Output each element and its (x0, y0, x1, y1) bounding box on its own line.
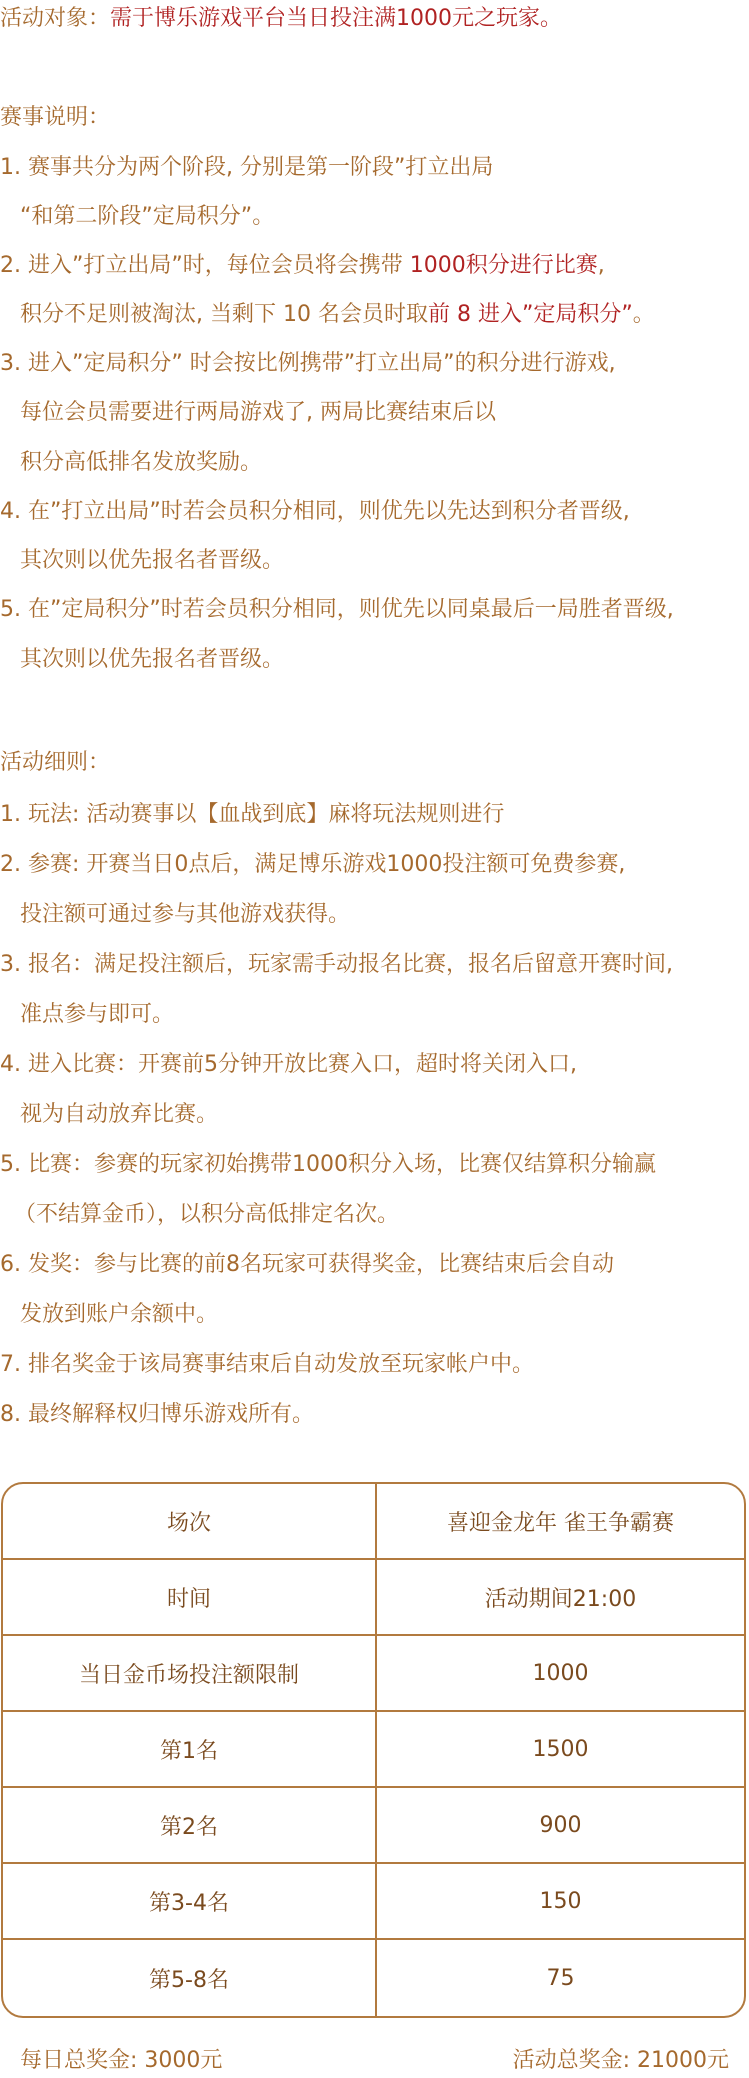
table-cell: 当日金币场投注额限制 (3, 1636, 377, 1710)
rule-text: 2. 进入”打立出局”时，每位会员将会携带 (0, 253, 410, 278)
table-cell: 喜迎金龙年 雀王争霸赛 (447, 1510, 674, 1536)
rule-line-10: 5. 在”定局积分”时若会员积分相同，则优先以同桌最后一局胜者晋级, (0, 597, 674, 622)
detail-line-1: 1. 玩法: 活动赛事以【血战到底】麻将玩法规则进行 (0, 802, 505, 827)
rule-line-7: 积分高低排名发放奖励。 (20, 450, 263, 475)
detail-line-9: （不结算金币），以积分高低排定名次。 (14, 1202, 400, 1227)
table-row (3, 1712, 744, 1788)
rule-line-6: 每位会员需要进行两局游戏了, 两局比赛结束后以 (20, 400, 496, 425)
target-line (0, 4, 562, 34)
detail-line-4: 3. 报名：满足投注额后，玩家需手动报名比赛，报名后留意开赛时间, (0, 952, 673, 977)
event-prize-total: 活动总奖金: 21000元 (512, 2048, 729, 2073)
target-label: 活动对象： (0, 6, 111, 31)
detail-line-3: 投注额可通过参与其他游戏获得。 (20, 902, 351, 927)
table-row (3, 1484, 744, 1560)
rule-highlight: 前 8 进入”定局积分” (427, 302, 633, 327)
detail-line-5: 准点参与即可。 (20, 1002, 175, 1027)
table-cell: 活动期间21:00 (484, 1586, 637, 1612)
table-cell: 75 (546, 1965, 575, 1991)
rule-line-8: 4. 在”打立出局”时若会员积分相同，则优先以先达到积分者晋级, (0, 499, 630, 524)
table-cell: 时间 (3, 1560, 377, 1634)
table-cell: 场次 (3, 1484, 377, 1558)
detail-line-11: 发放到账户余额中。 (20, 1302, 219, 1327)
details-title: 活动细则： (0, 750, 111, 775)
table-cell: 第1名 (3, 1712, 377, 1786)
detail-line-13: 8. 最终解释权归博乐游戏所有。 (0, 1402, 314, 1427)
detail-line-10: 6. 发奖：参与比赛的前8名玩家可获得奖金，比赛结束后会自动 (0, 1252, 614, 1277)
target-value: 需于博乐游戏平台当日投注满1000元之玩家。 (110, 6, 563, 31)
table-cell: 900 (539, 1812, 582, 1838)
rule-line-11: 其次则以优先报名者晋级。 (20, 647, 285, 672)
table-cell: 1000 (532, 1660, 589, 1686)
table-row (3, 1636, 744, 1712)
rule-line-3 (0, 251, 605, 281)
table-row (3, 1788, 744, 1864)
detail-line-7: 视为自动放弃比赛。 (20, 1102, 219, 1127)
rule-line-5: 3. 进入”定局积分” 时会按比例携带”打立出局”的积分进行游戏, (0, 351, 616, 376)
detail-line-2: 2. 参赛: 开赛当日0点后，满足博乐游戏1000投注额可免费参赛, (0, 852, 626, 877)
rule-line-9: 其次则以优先报名者晋级。 (20, 548, 285, 573)
table-cell: 1500 (532, 1736, 589, 1762)
table-row (3, 1864, 744, 1940)
table-row (3, 1940, 744, 2016)
rule-highlight: 1000积分进行比赛 (409, 253, 598, 278)
rule-text: 积分不足则被淘汰, 当剩下 10 名会员时取 (20, 302, 428, 327)
detail-line-12: 7. 排名奖金于该局赛事结束后自动发放至玩家帐户中。 (0, 1352, 534, 1377)
table-cell: 150 (539, 1888, 582, 1914)
table-cell: 第2名 (3, 1788, 377, 1862)
prize-table (1, 1482, 746, 2018)
rule-text: , (597, 253, 605, 278)
table-cell: 第5-8名 (3, 1940, 377, 2016)
detail-line-6: 4. 进入比赛：开赛前5分钟开放比赛入口，超时将关闭入口, (0, 1052, 577, 1077)
daily-prize-total: 每日总奖金: 3000元 (20, 2048, 223, 2073)
rules-title: 赛事说明： (0, 105, 111, 130)
detail-line-8: 5. 比赛：参赛的玩家初始携带1000积分入场，比赛仅结算积分输赢 (0, 1152, 656, 1177)
table-row (3, 1560, 744, 1636)
rule-line-4 (20, 300, 655, 330)
rule-text: 。 (632, 302, 655, 327)
rule-line-1: 1. 赛事共分为两个阶段, 分别是第一阶段”打立出局 (0, 155, 494, 180)
rule-line-2: “和第二阶段”定局积分”。 (20, 204, 275, 229)
table-cell: 第3-4名 (3, 1864, 377, 1938)
